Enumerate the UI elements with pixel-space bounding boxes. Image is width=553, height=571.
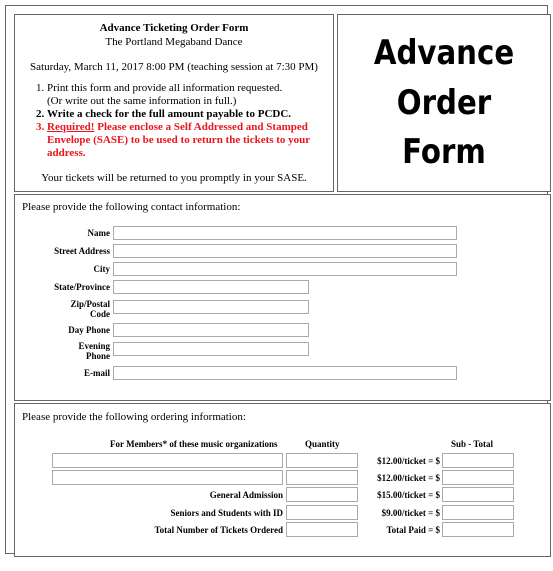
event-date: Saturday, March 11, 2017 8:00 PM (teaching session at 7:30 PM)	[30, 61, 318, 73]
banner-panel	[337, 14, 551, 192]
member-qty-input-2[interactable]	[286, 470, 358, 485]
city-input[interactable]	[113, 262, 457, 276]
subtotal-column-header: Sub - Total	[451, 439, 494, 449]
form-title: Advance Ticketing Order Form	[99, 22, 249, 34]
member-org-input-1[interactable]	[52, 453, 283, 468]
contact-prompt: Please provide the following contact information:	[22, 201, 241, 213]
evening-label-line-2: Phone	[85, 351, 110, 361]
state-label: State/Province	[54, 282, 110, 292]
evening-phone-input[interactable]	[113, 342, 309, 356]
seniors-price: $9.00/ticket = $	[381, 508, 440, 518]
name-input[interactable]	[113, 226, 457, 240]
total-tickets-input[interactable]	[286, 522, 358, 537]
seniors-qty-input[interactable]	[286, 505, 358, 520]
zip-input[interactable]	[113, 300, 309, 314]
instruction-3	[47, 121, 347, 160]
required-label: Required!	[47, 121, 95, 133]
street-input[interactable]	[113, 244, 457, 258]
instructions-list	[23, 82, 347, 160]
member-org-input-2[interactable]	[52, 470, 283, 485]
instruction-1	[47, 82, 347, 108]
day-phone-label: Day Phone	[68, 325, 110, 335]
general-qty-input[interactable]	[286, 487, 358, 502]
email-label: E-mail	[84, 368, 110, 378]
state-input[interactable]	[113, 280, 309, 294]
name-label: Name	[87, 228, 110, 238]
quantity-column-header: Quantity	[305, 439, 340, 449]
email-input[interactable]	[113, 366, 457, 380]
city-label: City	[93, 264, 110, 274]
order-prompt: Please provide the following ordering information:	[22, 411, 246, 423]
contact-section	[14, 194, 551, 401]
members-column-header: For Members* of these music organizations	[110, 439, 278, 449]
instruction-3-text: Please enclose a Self Addressed and Stamped Envelope (SASE) to be used to return the tickets to your address.	[47, 121, 310, 159]
street-label: Street Address	[54, 246, 110, 256]
day-phone-input[interactable]	[113, 323, 309, 337]
zip-label-line-2: Code	[90, 309, 110, 319]
member-price-1: $12.00/ticket = $	[377, 456, 440, 466]
zip-label-line-1: Zip/Postal	[70, 299, 110, 309]
form-subtitle: The Portland Megaband Dance	[105, 36, 243, 48]
order-section	[14, 403, 551, 557]
total-paid-label: Total Paid = $	[386, 525, 440, 535]
evening-phone-label	[15, 341, 110, 361]
general-price: $15.00/ticket = $	[377, 490, 440, 500]
member-subtotal-input-2[interactable]	[442, 470, 514, 485]
seniors-label: Seniors and Students with ID	[170, 508, 283, 518]
zip-label	[15, 299, 110, 319]
total-tickets-label: Total Number of Tickets Ordered	[154, 525, 283, 535]
seniors-subtotal-input[interactable]	[442, 505, 514, 520]
banner-line-2: Order	[396, 83, 492, 123]
banner-line-3: Form	[402, 132, 486, 172]
instruction-2: 2. Write a check for the full amount payable to PCDC.	[47, 108, 347, 121]
form-frame	[5, 5, 548, 554]
member-price-2: $12.00/ticket = $	[377, 473, 440, 483]
general-subtotal-input[interactable]	[442, 487, 514, 502]
info-panel	[14, 14, 334, 192]
evening-label-line-1: Evening	[78, 341, 110, 351]
banner-line-1: Advance	[373, 33, 515, 73]
member-qty-input-1[interactable]	[286, 453, 358, 468]
instruction-1-text: Print this form and provide all information requested.	[47, 82, 283, 94]
instruction-1-note: (Or write out the same information in full.)	[47, 95, 237, 107]
total-paid-input[interactable]	[442, 522, 514, 537]
return-note: Your tickets will be returned to you promptly in your SASE.	[41, 172, 307, 184]
general-admission-label: General Admission	[209, 490, 283, 500]
member-subtotal-input-1[interactable]	[442, 453, 514, 468]
